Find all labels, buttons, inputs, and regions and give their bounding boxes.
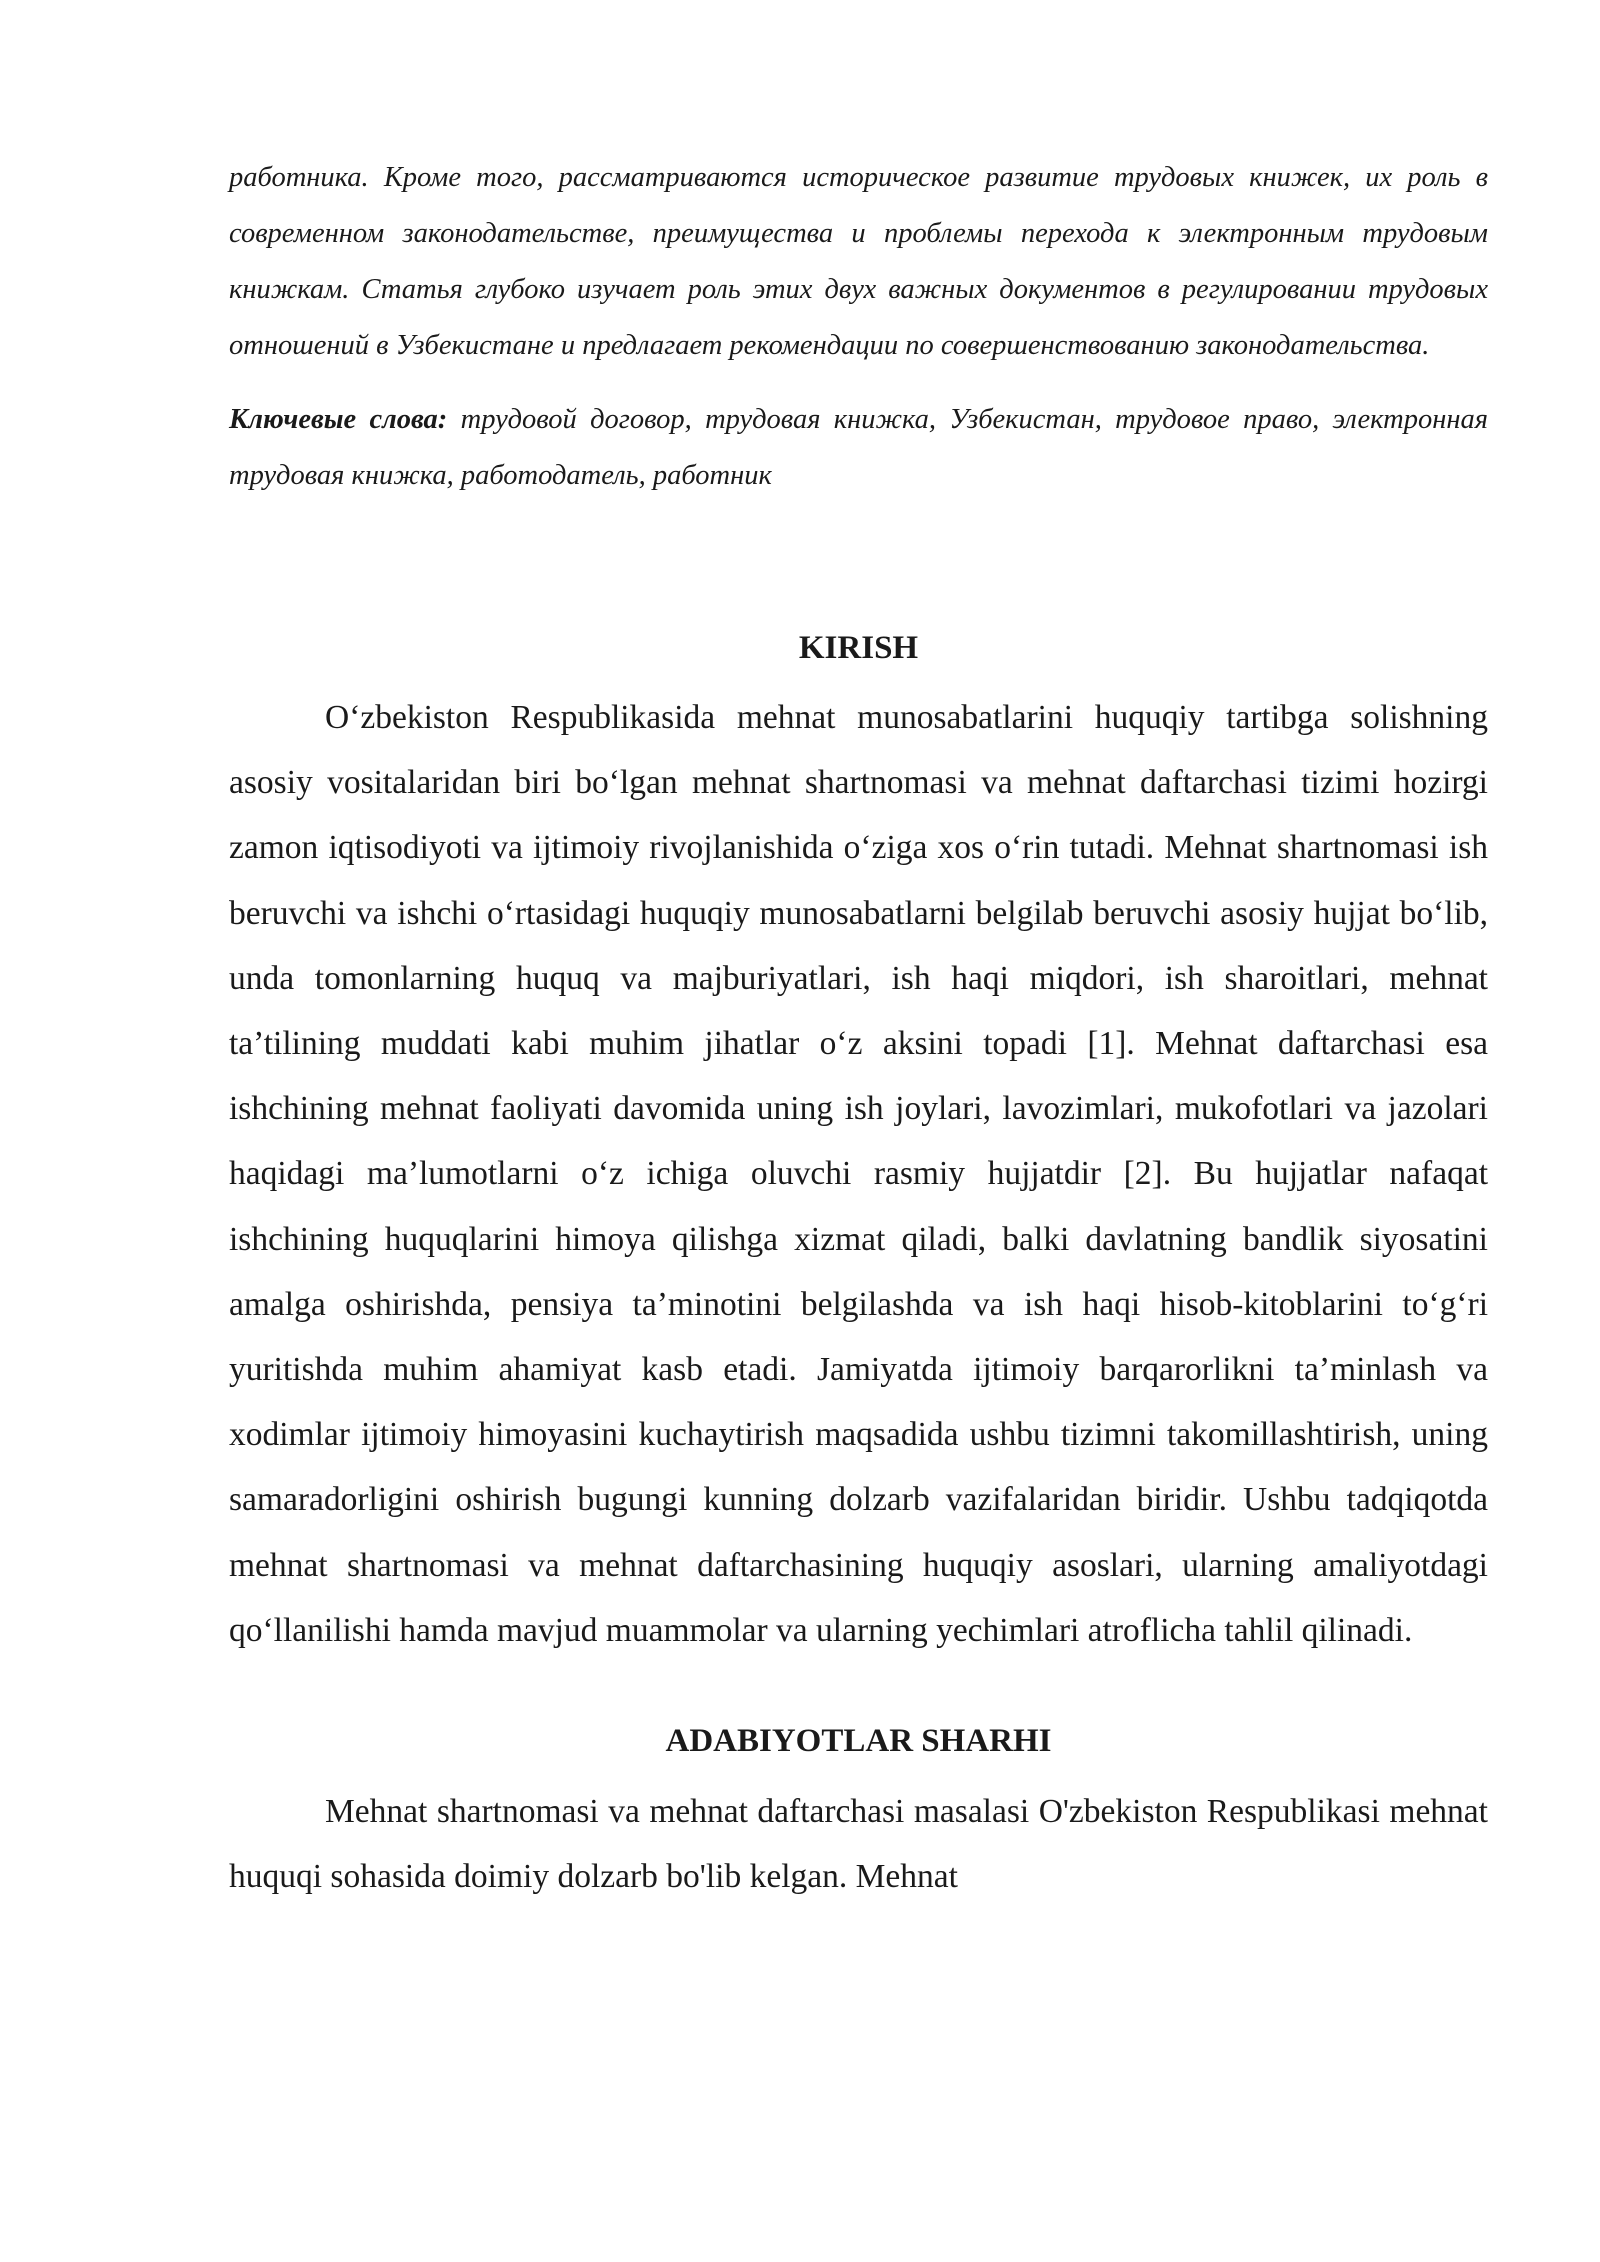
keywords-list: трудовой договор, трудовая книжка, Узбекистан, трудовое право, электронная трудовая книжка, работодатель, работник: [229, 404, 1488, 491]
section-body-kirish: O‘zbekiston Respublikasida mehnat munosabatlarini huquqiy tartibga solishning asosiy vositalaridan biri bo‘lgan mehnat shartnomasi va mehnat daftarchasi tizimi hozirgi zamon iqtisodiyoti va ijtimoiy rivojlanishida o‘ziga xos o‘rin tutadi. Mehnat shartnomasi ish beruvchi va ishchi o‘rtasidagi huquqiy munosabatlarni belgilab beruvchi asosiy hujjat bo‘lib, unda tomonlarning huquq va majburiyatlari, ish haqi miqdori, ish sharoitlari, mehnat ta’tilining muddati kabi muhim jihatlar o‘z aksini topadi [1]. Mehnat daftarchasi esa ishchining mehnat faoliyati davomida uning ish joylari, lavozimlari, mukofotlari va jazolari haqidagi ma’lumotlarni o‘z ichiga oluvchi rasmiy hujjatdir [2]. Bu hujjatlar nafaqat ishchining huquqlarini himoya qilishga xizmat qiladi, balki davlatning bandlik siyosatini amalga oshirishda, pensiya ta’minotini belgilashda va ish haqi hisob-kitoblarini to‘g‘ri yuritishda muhim ahamiyat kasb etadi. Jamiyatda ijtimoiy barqarorlikni ta’minlash va xodimlar ijtimoiy himoyasini kuchaytirish maqsadida ushbu tizimni takomillashtirish, uning samaradorligini oshirish bugungi kunning dolzarb vazifalaridan biridir. Ushbu tadqiqotda mehnat shartnomasi va mehnat daftarchasining huquqiy asoslari, ularning amaliyotdagi qo‘llanilishi hamda mavjud muammolar va ularning yechimlari atroflicha tahlil qilinadi.: [229, 699, 1488, 1649]
section-body-adabiyotlar: Mehnat shartnomasi va mehnat daftarchasi masalasi O'zbekiston Respublikasi mehnat huquqi sohasida doimiy dolzarb bo'lib kelgan. Mehnat: [229, 1793, 1488, 1896]
keywords-label: Ключевые слова:: [229, 404, 448, 435]
abstract-paragraph: работника. Кроме того, рассматриваются историческое развитие трудовых книжек, их роль в современном законодательстве, преимущества и проблемы перехода к электронным трудовым книжкам. Статья глубоко изучает роль этих двух важных документов в регулировании трудовых отношений в Узбекистане и предлагает рекомендации по совершенствованию законодательства.: [229, 162, 1488, 361]
document-page: [229, 150, 1488, 1909]
section-title-adabiyotlar: ADABIYOTLAR SHARHI: [665, 1723, 1052, 1760]
keywords-paragraph: [229, 392, 1488, 504]
section-title-kirish: KIRISH: [798, 630, 919, 666]
